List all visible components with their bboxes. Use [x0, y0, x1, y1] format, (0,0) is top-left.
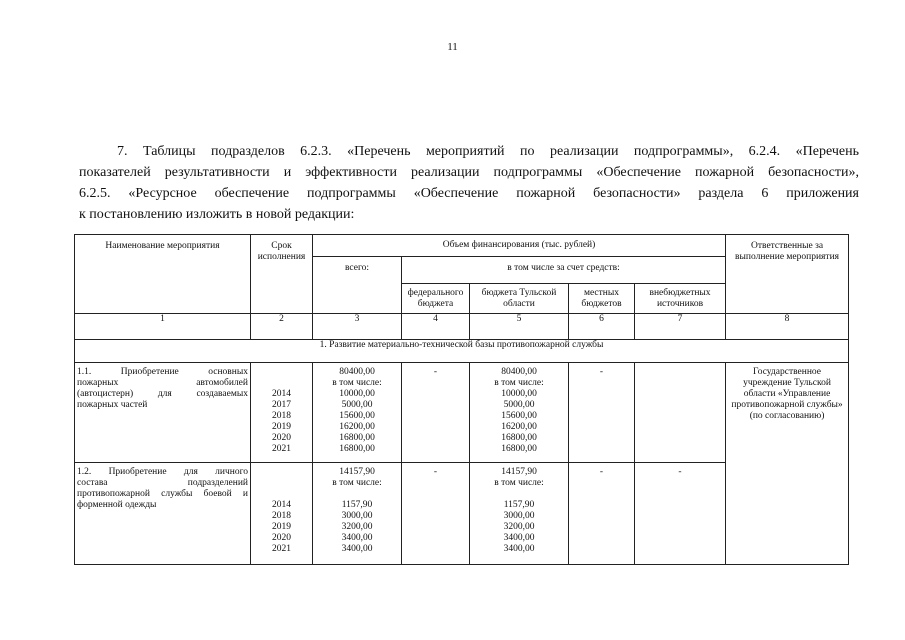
row-regional: 80400,00 в том числе: 10000,00 5000,00 15600,00 16200,00 16800,00 16800,00 — [470, 363, 569, 463]
row-name-line: 1.2. Приобретение для личного — [77, 467, 248, 477]
row-name-line: (автоцистерн) для создаваемых — [77, 389, 248, 399]
header-responsible: Ответственные за выполнение мероприятия — [726, 235, 849, 314]
table-row — [75, 363, 849, 463]
intro-paragraph — [79, 141, 859, 225]
column-number: 4 — [402, 314, 470, 340]
row-years: 2014 2018 2019 2020 2021 — [251, 463, 313, 565]
page-number: 11 — [447, 41, 458, 53]
column-number: 6 — [569, 314, 635, 340]
row-name-line: противопожарной службы боевой и — [77, 489, 248, 499]
row-total: 80400,00 в том числе: 10000,00 5000,00 15600,00 16200,00 16800,00 16800,00 — [313, 363, 402, 463]
column-number: 2 — [251, 314, 313, 340]
row-name-line: пожарных автомобилей — [77, 378, 248, 388]
row-name-line: 1.1. Приобретение основных — [77, 367, 248, 377]
header-name: Наименование мероприятия — [75, 235, 251, 314]
intro-line: показателей результативности и эффективности реализации подпрограммы «Обеспечение пожарной безопасности», — [79, 165, 859, 180]
row-years: 2014 2017 2018 2019 2020 2021 — [251, 363, 313, 463]
header-local: местных бюджетов — [569, 284, 635, 314]
header-total: всего: — [313, 257, 402, 314]
section-title: 1. Развитие материально-технической базы противопожарной службы — [75, 340, 849, 363]
row-total: 14157,90 в том числе: 1157,90 3000,00 3200,00 3400,00 3400,00 — [313, 463, 402, 565]
header-extra: внебюджетных источников — [635, 284, 726, 314]
header-federal: федерального бюджета — [402, 284, 470, 314]
column-number: 7 — [635, 314, 726, 340]
row-extra: - — [635, 463, 726, 565]
header-volume: Объем финансирования (тыс. рублей) — [313, 235, 726, 257]
row-federal: - — [402, 463, 470, 565]
row-name-line: состава подразделений — [77, 478, 248, 488]
intro-line: 7. Таблицы подразделов 6.2.3. «Перечень мероприятий по реализации подпрограммы», 6.2.4. «Перечень — [117, 144, 859, 159]
header-regional: бюджета Тульской области — [470, 284, 569, 314]
financing-table — [74, 234, 849, 565]
column-number: 8 — [726, 314, 849, 340]
intro-line: 6.2.5. «Ресурсное обеспечение подпрограммы «Обеспечение пожарной безопасности» раздела 6 приложения — [79, 186, 859, 201]
row-local: - — [569, 363, 635, 463]
row-extra — [635, 363, 726, 463]
column-number: 3 — [313, 314, 402, 340]
row-name — [75, 363, 251, 463]
intro-line: к постановлению изложить в новой редакции: — [79, 207, 355, 222]
column-number: 5 — [470, 314, 569, 340]
row-name-line: пожарных частей — [77, 400, 148, 410]
header-term: Срок исполнения — [251, 235, 313, 314]
header-including: в том числе за счет средств: — [402, 257, 726, 284]
row-responsible: Государственное учреждение Тульской области «Управление противопожарной службы» (по согласованию) — [726, 363, 849, 565]
row-name-line: форменной одежды — [77, 500, 157, 510]
row-regional: 14157,90 в том числе: 1157,90 3000,00 3200,00 3400,00 3400,00 — [470, 463, 569, 565]
column-number: 1 — [75, 314, 251, 340]
row-name — [75, 463, 251, 565]
row-federal: - — [402, 363, 470, 463]
row-local: - — [569, 463, 635, 565]
